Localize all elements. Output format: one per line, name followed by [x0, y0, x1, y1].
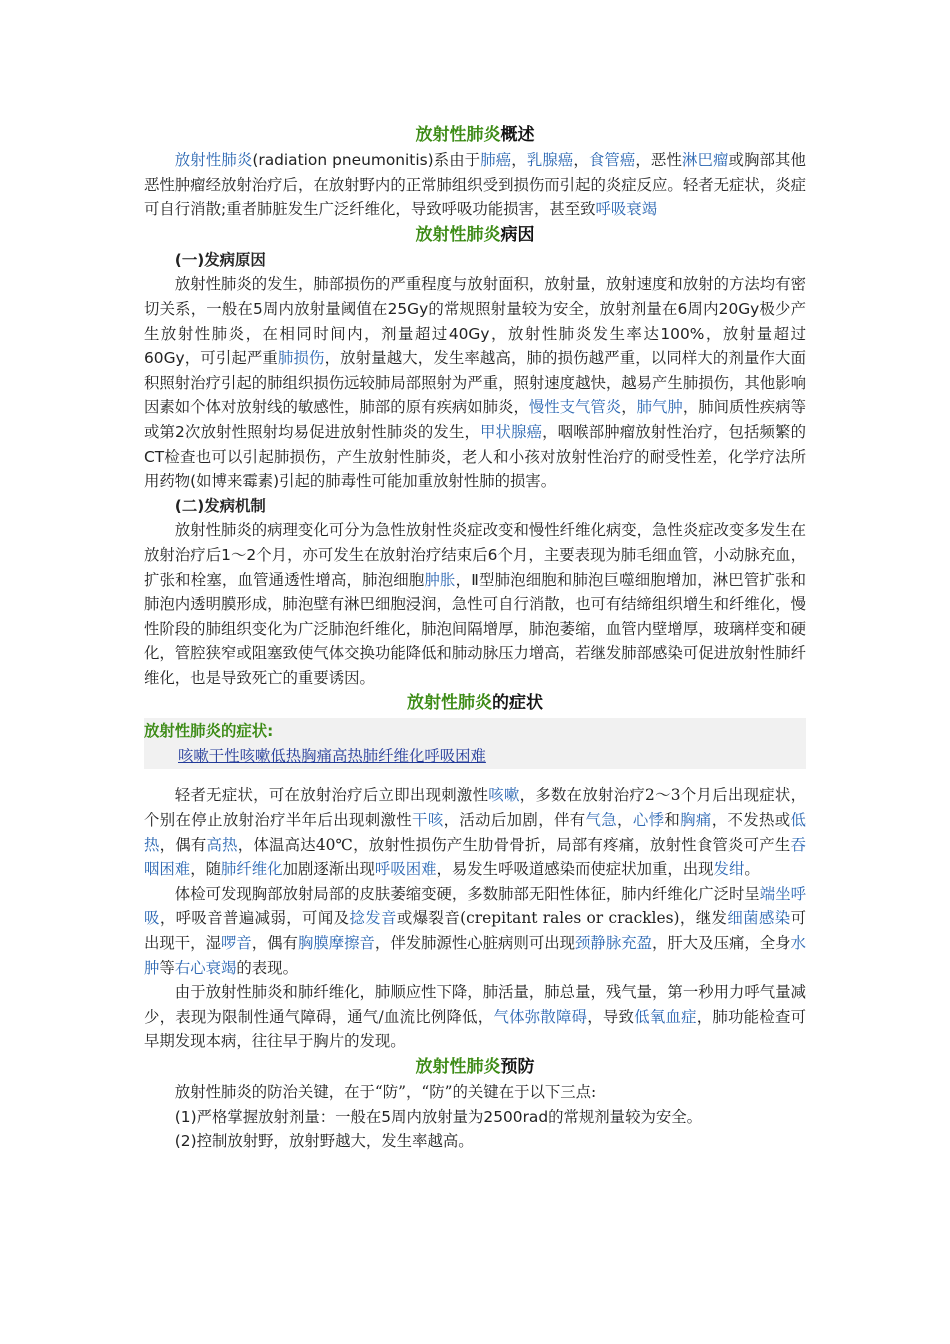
term-link[interactable]: 胸痛 [680, 811, 712, 830]
text-run: 放射性肺炎的病理变化可分为急性放射性炎症改变和慢性纤维化病变，急性炎症改变多发生在放射治疗后1～2个月，亦可发生在放射治疗结束后6个月，主要表现为肺毛细血管，小动脉充血，扩张和栓塞，血管通透性增高，肺泡细胞 [144, 521, 806, 589]
text-run: ，不发热或 [711, 811, 791, 830]
symptom-tag[interactable]: 胸痛 [301, 747, 332, 766]
symptom-tag[interactable]: 高热 [331, 747, 363, 766]
text-run: ，呼吸音普遍减弱，可闻及 [159, 909, 350, 928]
text-run: ，易发生呼吸道感染而使症状加重，出现 [436, 860, 714, 879]
term-link[interactable]: 低热 [144, 811, 806, 854]
term-link[interactable]: 发绀 [713, 860, 745, 879]
term-link[interactable]: 气体弥散障碍 [493, 1007, 588, 1026]
text-run: 加剧逐渐出现 [282, 860, 375, 879]
text-run: ，伴发肺源性心脏病则可出现 [374, 934, 576, 953]
text-run: ，多数在放射治疗2～3个月后出现症状，个别在停止放射治疗半年后出现刺激性 [144, 786, 806, 830]
text-run: ，放射量越大，发生率越高，肺的损伤越严重，以同样大的剂量作大面积照射治疗引起的肺组织损伤远较肺局部照射为严重，照射速度越快，越易产生肺损伤，其他影响因素如个体对放射线的敏感性，肺部的原有疾病如肺炎， [144, 349, 806, 417]
symptoms-box [144, 718, 806, 769]
text-run: (radiation pneumonitis)系由于 [252, 151, 481, 169]
term-link[interactable]: 啰音 [220, 934, 252, 953]
paragraph-exam [144, 882, 806, 980]
section-heading-symptoms: 放射性肺炎的症状 [407, 693, 543, 714]
text-run: 或胸部其他恶性肿瘤经放射治疗后，在放射野内的正常肺组织受到损伤而引起的炎症反应。轻者无症状，炎症可自行消散;重者肺脏发生广泛纤维化，导致呼吸功能损害，甚至致 [144, 151, 806, 219]
text-run: ，偶有 [251, 934, 298, 953]
text-run: ，体温高达40℃，放射性损伤产生肋骨骨折，局部有疼痛，放射性食管炎可产生 [237, 835, 791, 854]
term-link[interactable]: 肿胀 [424, 570, 456, 589]
paragraph-prevention-intro: 放射性肺炎的防治关键，在于“防”，“防”的关键在于以下三点: [174, 1083, 597, 1101]
term-link[interactable]: 食管癌 [588, 151, 636, 169]
section-heading-cause: 放射性肺炎病因 [415, 224, 535, 245]
paragraph-overview [144, 148, 806, 222]
text-run: 轻者无症状，可在放射治疗后立即出现刺激性 [174, 786, 489, 805]
text-run: 或爆裂音(crepitant rales or crackles)，继发 [396, 909, 728, 928]
term-link[interactable]: 肺癌 [480, 151, 512, 169]
text-run: 可出现干，湿 [144, 909, 806, 953]
text-run: ，肝大及压痛，全身 [652, 934, 791, 953]
term-link[interactable]: 心悸 [632, 811, 665, 830]
section-heading-prevention: 放射性肺炎预防 [415, 1057, 535, 1077]
term-link[interactable]: 胸膜摩擦音 [297, 934, 375, 953]
text-run: ，活动后加剧，伴有 [443, 811, 586, 830]
section-heading-overview: 放射性肺炎概述 [415, 125, 535, 145]
text-run: 。 [744, 860, 760, 879]
text-run: 和 [664, 811, 681, 830]
text-run: 体检可发现胸部放射局部的皮肤萎缩变硬，多数肺部无阳性体征，肺内纤维化广泛时呈 [174, 884, 760, 903]
term-link[interactable]: 肺损伤 [277, 349, 325, 368]
text-run: ， [573, 151, 589, 169]
text-run: ， [511, 151, 527, 169]
term-link[interactable]: 气急 [585, 811, 618, 830]
term-link[interactable]: 慢性支气管炎 [528, 398, 622, 417]
prevention-point-1: (1)严格掌握放射剂量：一般在5周内放射量为2500rad的常规剂量较为安全。 [174, 1107, 703, 1126]
text-run: ，导致 [587, 1007, 635, 1026]
prevention-point-2: (2)控制放射野，放射野越大，发生率越高。 [174, 1132, 474, 1151]
term-link[interactable]: 肺纤维化 [220, 860, 283, 879]
symptom-tag[interactable]: 低热 [270, 747, 302, 766]
symptom-tag[interactable]: 肺纤维化 [362, 747, 425, 766]
symptom-tag[interactable]: 咳嗽 [178, 747, 209, 766]
text-run: ，Ⅱ型肺泡细胞和肺泡巨噬细胞增加，淋巴管扩张和肺泡内透明膜形成，肺泡壁有淋巴细胞浸润，急性可自行消散，也可有结缔组织增生和纤维化，慢性阶段的肺组织变化为广泛肺泡纤维化，肺泡间隔增厚，肺泡萎缩，血管内壁增厚，玻璃样变和硬化，管腔狭窄或阻塞致使气体交换功能降低和肺动脉压力增高，若继发肺部感染可促进放射性肺纤维化，也是导致死亡的重要诱因。 [144, 570, 806, 687]
text-run: ，咽喉部肿瘤放射性治疗，包括频繁的CT检查也可以引起肺损伤，产生放射性肺炎，老人和小孩对放射性治疗的耐受性差，化学疗法所用药物(如博来霉素)引起的肺毒性可能加重放射性肺的损害。 [144, 422, 806, 491]
term-link[interactable]: 淋巴瘤 [681, 151, 729, 169]
term-link[interactable]: 细菌感染 [727, 909, 791, 928]
paragraph-cause [144, 272, 806, 493]
text-run: ，肺间质性疾病等或第2次放射性照射均易促进放射性肺炎的发生， [144, 398, 806, 441]
document-page [144, 122, 806, 1154]
symptoms-title: 放射性肺炎的症状: [144, 722, 274, 741]
symptom-tag[interactable]: 呼吸困难 [424, 747, 486, 766]
symptom-tag[interactable]: 干性咳嗽 [208, 747, 271, 766]
text-run: 由于放射性肺炎和肺纤维化，肺顺应性下降，肺活量，肺总量，残气量，第一秒用力呼气量减少，表现为限制性通气障碍，通气/血流比例降低， [144, 983, 806, 1026]
text-run: 等 [159, 958, 175, 977]
text-run: 的表现。 [236, 958, 298, 977]
spacer [144, 769, 806, 783]
subheading-mechanism: (二)发病机制 [174, 496, 266, 515]
term-link[interactable]: 肺气肿 [636, 398, 683, 417]
subheading-cause: (一)发病原因 [174, 250, 266, 269]
term-link[interactable]: 高热 [206, 835, 238, 854]
term-link[interactable]: 低氧血症 [634, 1007, 697, 1026]
term-link[interactable]: 右心衰竭 [174, 958, 237, 977]
term-link[interactable]: 吞咽困难 [144, 835, 806, 879]
text-run: ， [617, 811, 633, 830]
symptom-tag-list [144, 744, 806, 769]
term-link[interactable]: 呼吸困难 [374, 860, 437, 879]
term-link[interactable]: 乳腺癌 [526, 151, 574, 169]
term-link[interactable]: 捻发音 [349, 909, 397, 928]
term-link[interactable]: 放射性肺炎 [174, 151, 253, 169]
term-link[interactable]: 呼吸衰竭 [595, 200, 658, 219]
text-run: ， [621, 398, 637, 417]
term-link[interactable]: 咳嗽 [488, 786, 520, 805]
text-run: 放射性肺炎的发生，肺部损伤的严重程度与放射面积，放射量，放射速度和放射的方法均有密切关系，一般在5周内放射量阈值在25Gy的常规照射量较为安全，放射剂量在6周内20Gy极少产生放射性肺炎，在相同时间内，剂量超过40Gy，放射性肺炎发生率达100%，放射量超过60Gy，可引起严重 [144, 275, 806, 368]
paragraph-function [144, 980, 806, 1054]
text-run: ，随 [190, 860, 221, 879]
term-link[interactable]: 干咳 [412, 811, 444, 830]
text-run: ，肺功能检查可早期发现本病，往往早于胸片的发现。 [144, 1007, 806, 1051]
text-run: ，恶性 [635, 151, 682, 169]
term-link[interactable]: 水肿 [144, 934, 806, 977]
text-run: ，偶有 [159, 835, 207, 854]
term-link[interactable]: 甲状腺癌 [480, 422, 543, 441]
term-link[interactable]: 端坐呼吸 [144, 884, 806, 928]
paragraph-symptoms [144, 783, 806, 881]
term-link[interactable]: 颈静脉充盈 [575, 934, 652, 953]
paragraph-mechanism [144, 518, 806, 690]
